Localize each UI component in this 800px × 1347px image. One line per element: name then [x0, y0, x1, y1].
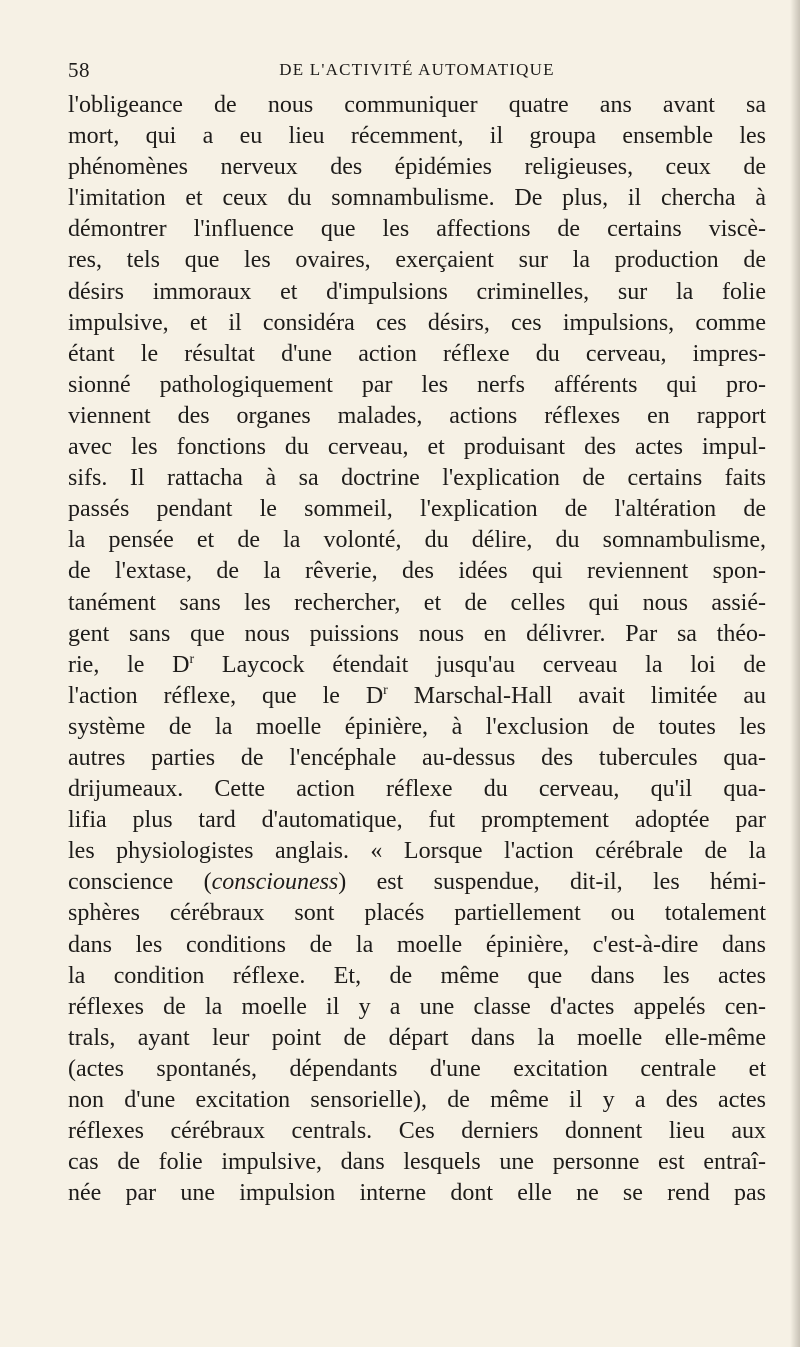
- text-line: sphères cérébraux sont placés partiellement ou totalement: [68, 900, 766, 927]
- superscript: r: [383, 682, 388, 698]
- text-line: les physiologistes anglais. « Lorsque l'action cérébrale de la: [68, 838, 766, 865]
- text-line: impulsive, et il considéra ces désirs, ces impulsions, comme: [68, 309, 766, 336]
- text-line: trals, ayant leur point de départ dans la moelle elle-même: [68, 1024, 766, 1051]
- text-line: la condition réflexe. Et, de même que dans les actes: [68, 962, 766, 989]
- text-line: gent sans que nous puissions nous en délivrer. Par sa théo-: [68, 620, 766, 647]
- text-run: l'action réflexe, que le D: [68, 682, 384, 709]
- running-title: DE L'ACTIVITÉ AUTOMATIQUE: [279, 60, 555, 79]
- text-run: ) est suspendue, dit-il, les hémi-: [338, 869, 766, 896]
- text-line: démontrer l'influence que les affections de certains viscè-: [68, 216, 766, 243]
- page-edge-shadow: [790, 0, 800, 1347]
- text-line: mort, qui a eu lieu récemment, il groupa ensemble les: [68, 123, 766, 150]
- text-line: [68, 681, 766, 712]
- text-line: de l'extase, de la rêverie, des idées qui reviennent spon-: [68, 558, 766, 585]
- page-number: 58: [68, 58, 90, 82]
- text-line: l'obligeance de nous communiquer quatre ans avant sa: [68, 92, 766, 118]
- text-run: conscience (: [68, 869, 212, 896]
- text-line: cas de folie impulsive, dans lesquels une personne est entraî-: [68, 1149, 766, 1176]
- text-line: [68, 867, 766, 898]
- text-line: lifia plus tard d'automatique, fut promptement adoptée par: [68, 807, 766, 834]
- text-run: Laycock étendait jusqu'au cerveau la loi de: [194, 651, 766, 678]
- text-line: sifs. Il rattacha à sa doctrine l'explication de certains faits: [68, 465, 766, 492]
- italic-term: consciouness: [211, 869, 339, 896]
- text-run: Marschal-Hall avait limitée au: [387, 682, 766, 709]
- text-line: réflexes de la moelle il y a une classe d'actes appelés cen-: [68, 993, 766, 1020]
- text-line: non d'une excitation sensorielle), de même il y a des actes: [68, 1087, 766, 1113]
- text-line: passés pendant le sommeil, l'explication de l'altération de: [68, 496, 766, 523]
- text-line: res, tels que les ovaires, exerçaient sur la production de: [68, 247, 766, 274]
- page-header: [68, 58, 766, 86]
- text-line: réflexes cérébraux centrals. Ces derniers donnent lieu aux: [68, 1118, 766, 1145]
- text-line: née par une impulsion interne dont elle ne se rend pas: [68, 1180, 766, 1207]
- superscript: r: [189, 651, 195, 667]
- text-line: désirs immoraux et d'impulsions criminelles, sur la folie: [68, 278, 766, 305]
- text-line: viennent des organes malades, actions réflexes en rapport: [68, 402, 766, 429]
- text-line: (actes spontanés, dépendants d'une excitation centrale et: [68, 1055, 766, 1082]
- text-line: étant le résultat d'une action réflexe du cerveau, impres-: [68, 340, 766, 367]
- text-line: avec les fonctions du cerveau, et produisant des actes impul-: [68, 434, 766, 461]
- text-line: la pensée et de la volonté, du délire, du somnambulisme,: [68, 527, 766, 554]
- text-run: rie, le D: [68, 651, 190, 678]
- text-line: sionné pathologiquement par les nerfs afférents qui pro-: [68, 371, 766, 398]
- text-line: drijumeaux. Cette action réflexe du cerveau, qu'il qua-: [68, 776, 766, 803]
- text-line: l'imitation et ceux du somnambulisme. De plus, il chercha à: [68, 185, 766, 212]
- text-line: phénomènes nerveux des épidémies religieuses, ceux de: [68, 154, 766, 181]
- text-line: tanément sans les rechercher, et de celles qui nous assié-: [68, 589, 766, 616]
- text-line: autres parties de l'encéphale au-dessus des tubercules qua-: [68, 744, 766, 771]
- book-page: [68, 58, 766, 1209]
- text-line: dans les conditions de la moelle épinière, c'est-à-dire dans: [68, 931, 766, 958]
- text-line: [68, 650, 766, 681]
- text-line: système de la moelle épinière, à l'exclusion de toutes les: [68, 713, 766, 740]
- body-paragraph: [68, 90, 766, 1209]
